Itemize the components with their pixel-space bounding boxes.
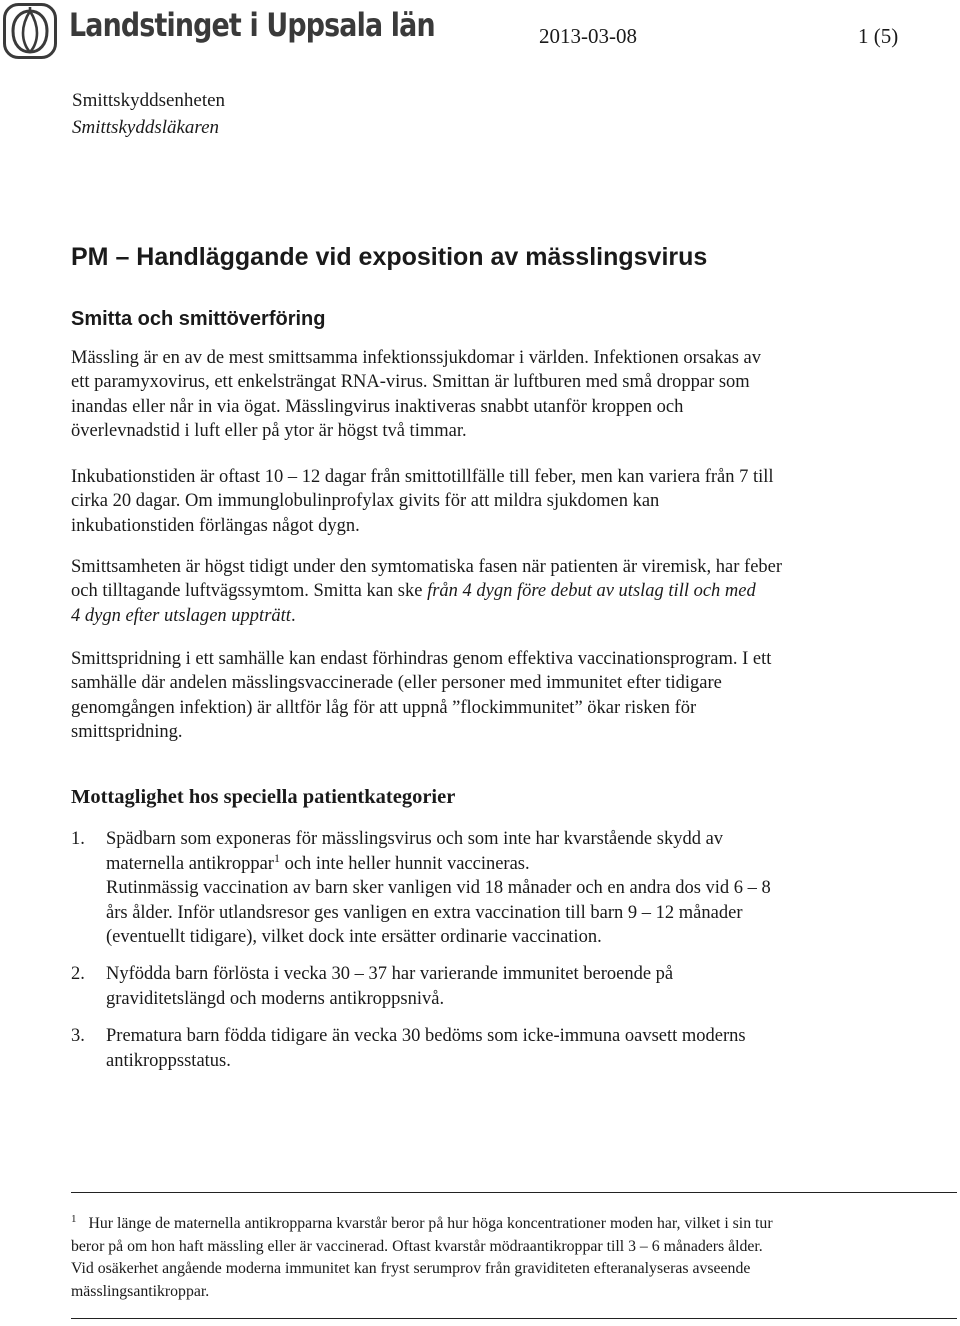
text-line: cirka 20 dagar. Om immunglobulinprofylax givits för att mildra sjukdomen kan <box>71 491 660 512</box>
text-line: inandas eller når in via ögat. Mässlingvirus inaktiveras snabbt utanför kroppen och <box>71 396 684 417</box>
text-line <box>71 579 901 603</box>
text-line: Inkubationstiden är oftast 10 – 12 dagar från smittotillfälle till feber, men kan variera från 7 till <box>71 467 774 487</box>
list-item <box>71 962 911 1012</box>
list-item <box>71 1024 911 1074</box>
paragraph-virus-description <box>71 346 901 444</box>
text-line: smittspridning. <box>71 722 183 743</box>
text-line: Vid osäkerhet angående moderna immunitet kan fryst serumprov från graviditeten efteranalyseras avseende <box>71 1260 751 1277</box>
italic-text: 4 dygn efter utslagen uppträtt <box>71 605 291 626</box>
text-span: Hur länge de maternella antikropparna kvarstår beror på hur höga koncentrationer moden har, vilket i sin tur <box>88 1215 773 1232</box>
text-line: Prematura barn födda tidigare än vecka 30 bedöms som icke-immuna oavsett moderns <box>106 1026 746 1046</box>
section-heading-transmission: Smitta och smittöverföring <box>71 308 326 330</box>
text-span: och inte heller hunnit vaccineras. <box>279 853 530 874</box>
text-line: mässlingsantikroppar. <box>71 1282 210 1300</box>
text-line: års ålder. Inför utlandsresor ges vanligen en extra vaccination till barn 9 – 12 månader <box>106 902 743 923</box>
text-line: Smittsamheten är högst tidigt under den symtomatiska fasen när patienten är viremisk, har feber <box>71 557 783 577</box>
list-number: 2. <box>71 964 85 984</box>
document-date: 2013-03-08 <box>539 24 637 48</box>
footnote-separator <box>71 1192 957 1193</box>
list-item-body <box>106 827 906 950</box>
text-span: och tilltagande luftvägssymtom. Smitta kan ske <box>71 581 428 602</box>
page-bottom-rule <box>71 1318 957 1319</box>
text-line: graviditetslängd och moderns antikroppsnivå. <box>106 988 445 1009</box>
text-line <box>106 852 906 877</box>
text-line: Smittspridning i ett samhälle kan endast förhindras genom effektiva vaccinationsprogram. I ett <box>71 649 772 669</box>
paragraph-spread <box>71 647 901 745</box>
list-number: 1. <box>71 829 85 849</box>
text-line: Spädbarn som exponeras för mässlingsvirus och som inte har kvarstående skydd av <box>106 829 724 849</box>
footnote-reference: 1 <box>273 850 280 865</box>
text-line: Mässling är en av de mest smittsamma infektionssjukdomar i världen. Infektionen orsakas av <box>71 348 761 368</box>
italic-text: från 4 dygn före debut av utslag till och med <box>427 581 756 602</box>
text-span: . <box>290 605 296 626</box>
page-number: 1 (5) <box>858 24 899 48</box>
sender-role: Smittskyddsläkaren <box>72 117 220 138</box>
sender-block <box>72 87 225 141</box>
text-span: maternella antikroppar <box>106 853 274 874</box>
text-line: Nyfödda barn förlösta i vecka 30 – 37 har varierande immunitet beroende på <box>106 964 674 984</box>
text-line <box>71 604 901 628</box>
text-line: Rutinmässig vaccination av barn sker vanligen vid 18 månader och en andra dos vid 6 – 8 <box>106 878 771 899</box>
text-line: beror på om hon haft mässling eller är vaccinerad. Oftast kvarstår mödraantikroppar till 3 – 6 månaders ålder. <box>71 1237 763 1255</box>
footnote <box>71 1213 931 1303</box>
text-line: genomgången infektion) är alltför låg för att uppnå ”flockimmunitet” ökar risken för <box>71 697 697 718</box>
text-line: samhälle där andelen mässlingsvaccinerade (eller personer med immunitet efter tidigare <box>71 673 722 694</box>
list-item-body <box>106 1024 906 1073</box>
document-title: PM – Handläggande vid exposition av mässlingsvirus <box>71 243 708 271</box>
paragraph-contagiousness <box>71 555 901 628</box>
paragraph-incubation <box>71 465 901 538</box>
list-number: 3. <box>71 1026 85 1046</box>
text-line: antikroppsstatus. <box>106 1050 231 1071</box>
list-item <box>71 827 911 951</box>
sender-unit: Smittskyddsenheten <box>72 90 226 111</box>
text-line: ett paramyxovirus, ett enkelsträngat RNA-virus. Smittan är luftburen med små droppar som <box>71 372 750 393</box>
list-item-body <box>106 962 906 1011</box>
landstinget-logo-icon <box>3 3 57 59</box>
organization-name: Landstinget i Uppsala län <box>69 6 435 44</box>
text-line <box>71 1213 931 1236</box>
footnote-mark: 1 <box>71 1213 77 1225</box>
page-header <box>0 0 960 64</box>
text-line: överlevnadstid i luft eller på ytor är högst två timmar. <box>71 421 467 442</box>
text-line: (eventuellt tidigare), vilket dock inte ersätter ordinarie vaccination. <box>106 927 602 948</box>
text-line: inkubationstiden förlängas något dygn. <box>71 515 360 536</box>
section-heading-susceptibility: Mottaglighet hos speciella patientkategorier <box>71 786 456 808</box>
